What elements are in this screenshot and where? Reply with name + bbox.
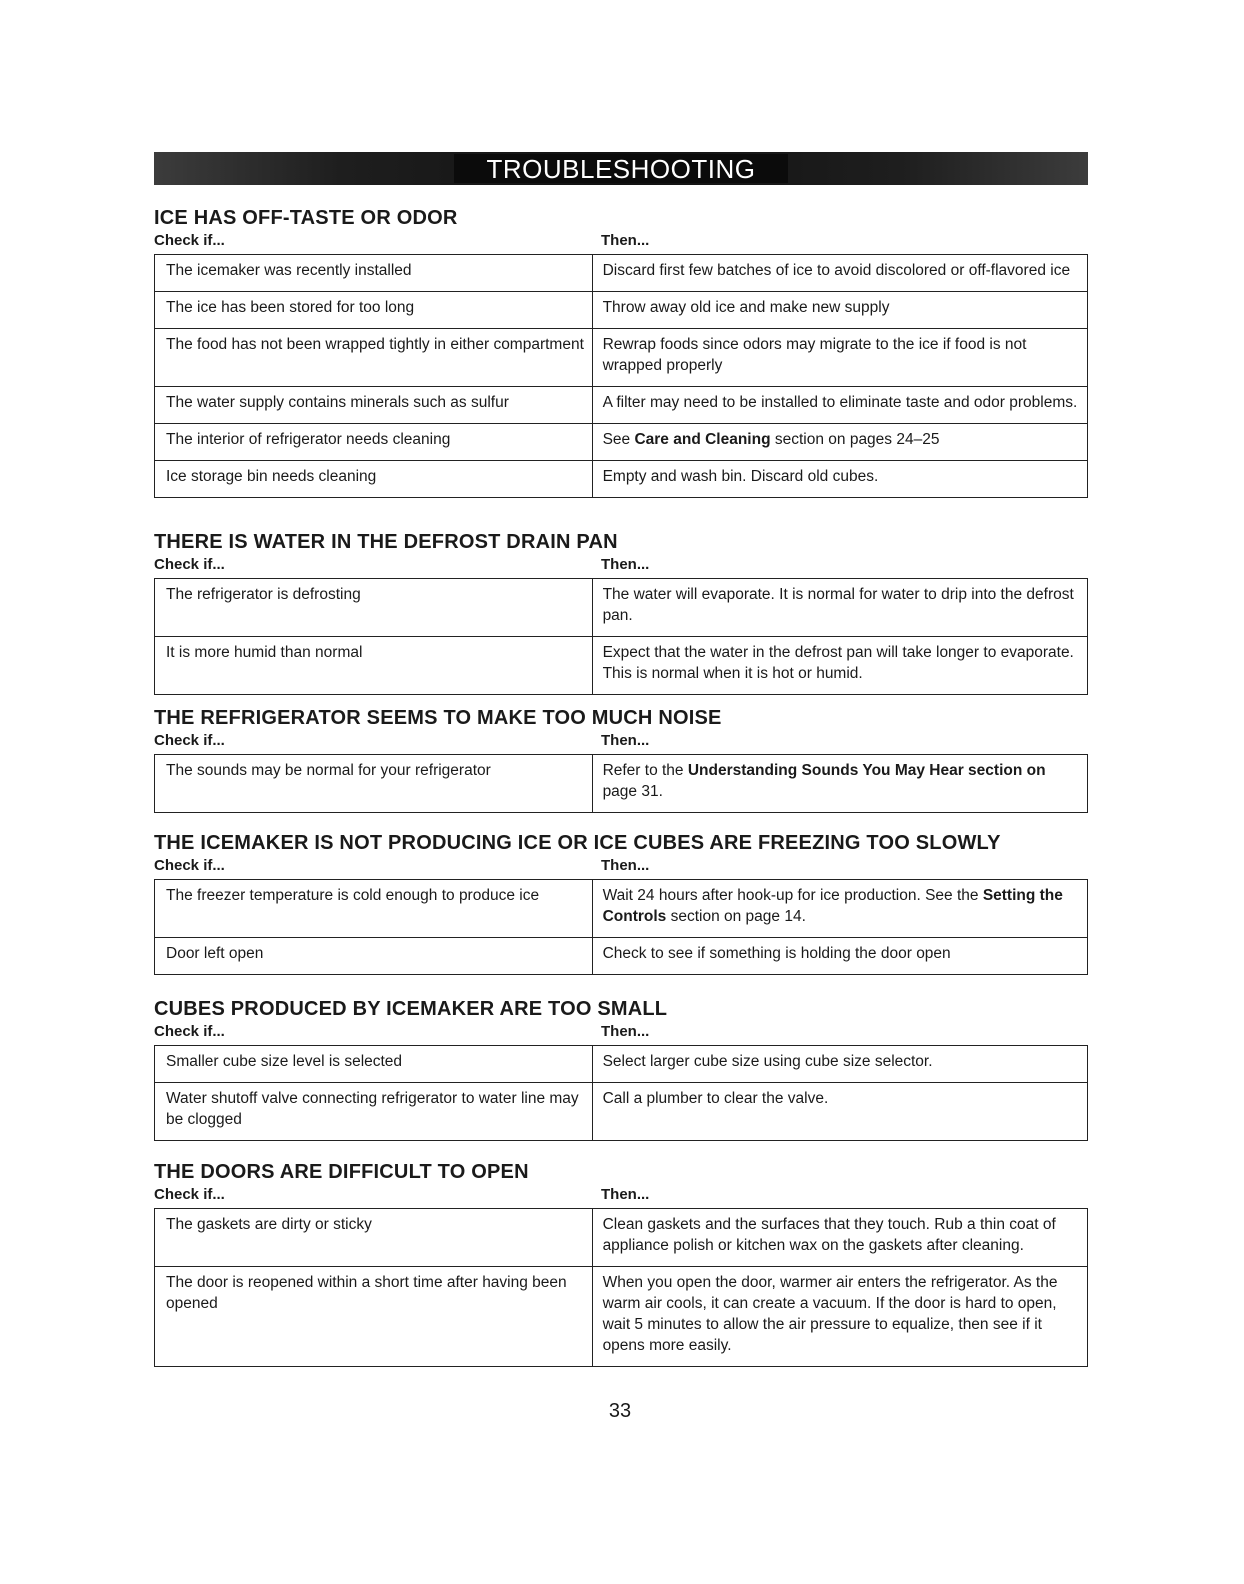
section-heading: THE REFRIGERATOR SEEMS TO MAKE TOO MUCH NOISE: [154, 707, 722, 729]
then-header: Then...: [601, 1186, 650, 1203]
table-row: [155, 387, 1088, 424]
column-headers: [154, 1186, 1088, 1206]
column-headers: [154, 732, 1088, 752]
table-row: [155, 424, 1088, 461]
check-cell: Door left open: [155, 938, 593, 975]
troubleshooting-table: [154, 1045, 1088, 1141]
section-heading: CUBES PRODUCED BY ICEMAKER ARE TOO SMALL: [154, 998, 668, 1020]
troubleshooting-table: [154, 578, 1088, 695]
check-cell: The gaskets are dirty or sticky: [155, 1209, 593, 1267]
then-text: Refer to the: [602, 762, 688, 779]
table-row: [155, 579, 1088, 637]
table-row: [155, 292, 1088, 329]
check-cell: Water shutoff valve connecting refrigerator to water line may be clogged: [155, 1083, 593, 1141]
then-text: See: [602, 431, 635, 448]
then-cell: When you open the door, warmer air enters the refrigerator. As the warm air cools, it can create a vacuum. If the door is hard to open, wait 5 minutes to allow the air pressure to equalize, then see if it opens more easily.: [592, 1267, 1087, 1367]
then-cell: Rewrap foods since odors may migrate to the ice if food is not wrapped properly: [592, 329, 1087, 387]
section-icemaker-not-producing: [154, 831, 1088, 975]
then-header: Then...: [601, 732, 650, 749]
then-header: Then...: [601, 857, 650, 874]
section-heading: THERE IS WATER IN THE DEFROST DRAIN PAN: [154, 531, 618, 553]
then-text: section on page 14.: [666, 908, 806, 925]
then-text: Wait 24 hours after hook-up for ice production. See the: [602, 887, 983, 904]
then-cell: Clean gaskets and the surfaces that they touch. Rub a thin coat of appliance polish or kitchen wax on the gaskets after cleaning.: [592, 1209, 1087, 1267]
table-row: [155, 938, 1088, 975]
table-row: [155, 1046, 1088, 1083]
page-banner: [154, 152, 1088, 214]
section-heading: ICE HAS OFF-TASTE OR ODOR: [154, 207, 458, 229]
check-cell: Smaller cube size level is selected: [155, 1046, 593, 1083]
then-cell: [592, 755, 1087, 813]
troubleshooting-table: [154, 254, 1088, 498]
check-cell: The food has not been wrapped tightly in either compartment: [155, 329, 593, 387]
then-header: Then...: [601, 556, 650, 573]
check-cell: It is more humid than normal: [155, 637, 593, 695]
then-cell: [592, 424, 1087, 461]
table-row: [155, 1083, 1088, 1141]
table-row: [155, 755, 1088, 813]
then-cell: Discard first few batches of ice to avoid discolored or off-flavored ice: [592, 255, 1087, 292]
troubleshooting-table: [154, 879, 1088, 975]
page-title: TROUBLESHOOTING GUIDE: [454, 154, 788, 183]
check-if-header: Check if...: [154, 732, 225, 749]
column-headers: [154, 556, 1088, 576]
check-cell: The interior of refrigerator needs cleaning: [155, 424, 593, 461]
then-bold-reference: Understanding Sounds You May Hear section on: [687, 762, 1046, 779]
check-cell: The icemaker was recently installed: [155, 255, 593, 292]
section-ice-off-taste: [154, 206, 1088, 498]
column-headers: [154, 1023, 1088, 1043]
then-bold-reference: Setting the Controls: [602, 887, 1063, 925]
then-text: section on pages 24–25: [770, 431, 940, 448]
section-too-much-noise: [154, 706, 1088, 813]
table-row: [155, 255, 1088, 292]
then-cell: Select larger cube size using cube size selector.: [592, 1046, 1087, 1083]
then-text: page 31.: [602, 783, 663, 800]
section-water-defrost-pan: [154, 530, 1088, 695]
table-row: [155, 329, 1088, 387]
check-if-header: Check if...: [154, 1186, 225, 1203]
then-cell: Empty and wash bin. Discard old cubes.: [592, 461, 1087, 498]
check-if-header: Check if...: [154, 1023, 225, 1040]
troubleshooting-table: [154, 1208, 1088, 1367]
check-cell: The refrigerator is defrosting: [155, 579, 593, 637]
check-if-header: Check if...: [154, 556, 225, 573]
then-cell: [592, 880, 1087, 938]
table-row: [155, 880, 1088, 938]
then-header: Then...: [601, 232, 650, 249]
table-row: [155, 1267, 1088, 1367]
then-cell: Check to see if something is holding the door open: [592, 938, 1087, 975]
check-if-header: Check if...: [154, 232, 225, 249]
section-heading: THE DOORS ARE DIFFICULT TO OPEN: [154, 1161, 529, 1183]
column-headers: [154, 232, 1088, 252]
then-cell: A filter may need to be installed to eliminate taste and odor problems.: [592, 387, 1087, 424]
section-heading: THE ICEMAKER IS NOT PRODUCING ICE OR ICE CUBES ARE FREEZING TOO SLOWLY: [154, 832, 1001, 854]
table-row: [155, 637, 1088, 695]
section-doors-difficult: [154, 1160, 1088, 1367]
check-cell: Ice storage bin needs cleaning: [155, 461, 593, 498]
then-cell: Throw away old ice and make new supply: [592, 292, 1087, 329]
then-bold-reference: Care and Cleaning: [634, 431, 771, 448]
check-cell: The door is reopened within a short time after having been opened: [155, 1267, 593, 1367]
check-cell: The ice has been stored for too long: [155, 292, 593, 329]
then-cell: Call a plumber to clear the valve.: [592, 1083, 1087, 1141]
table-row: [155, 461, 1088, 498]
check-cell: The freezer temperature is cold enough to produce ice: [155, 880, 593, 938]
table-row: [155, 1209, 1088, 1267]
section-cubes-too-small: [154, 997, 1088, 1141]
then-cell: The water will evaporate. It is normal for water to drip into the defrost pan.: [592, 579, 1087, 637]
check-cell: The sounds may be normal for your refrigerator: [155, 755, 593, 813]
then-cell: Expect that the water in the defrost pan will take longer to evaporate. This is normal when it is hot or humid.: [592, 637, 1087, 695]
check-if-header: Check if...: [154, 857, 225, 874]
column-headers: [154, 857, 1088, 877]
check-cell: The water supply contains minerals such as sulfur: [155, 387, 593, 424]
page-number: 33: [608, 1400, 632, 1422]
troubleshooting-table: [154, 754, 1088, 813]
then-header: Then...: [601, 1023, 650, 1040]
